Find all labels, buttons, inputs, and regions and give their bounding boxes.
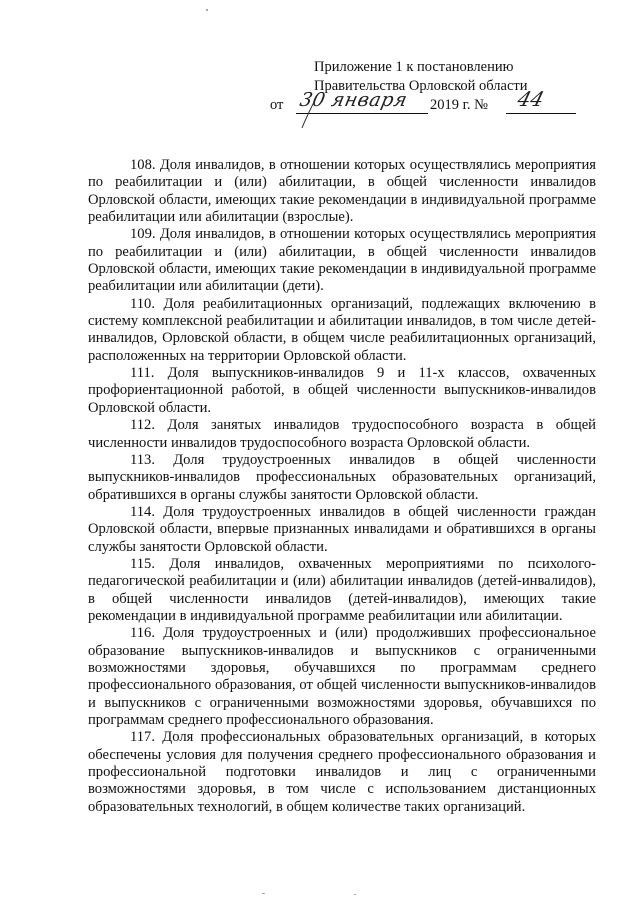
list-item: 115. Доля инвалидов, охваченных мероприятиями по психолого-педагогической реабилитации и (или) абилитации инвалидов (детей-инвалидов), в общей численности инвалидов (детей-инвалидов), имеющих такие рекомендации в индивидуальной программе реабилитации или абилитации.: [88, 555, 596, 624]
scan-speck: [206, 9, 208, 11]
scan-speck: [262, 893, 265, 894]
list-item: 108. Доля инвалидов, в отношении которых осуществлялись мероприятия по реабилитации и (или) абилитации, в общей численности инвалидов Орловской области, имеющих такие рекомендации в индивидуальной программе реабилитации или абилитации (взрослые).: [88, 157, 596, 226]
list-item: 117. Доля профессиональных образовательных организаций, в которых обеспечены условия для получения среднего профессионального образования и профессиональной подготовки инвалидов и лиц с ограниченными возможностями здоровья, в том числе с использованием дистанционных образовательных технологий, в общем количестве таких организаций.: [88, 729, 596, 815]
issuing-authority: Правительства Орловской области: [314, 78, 528, 94]
number-underline: [506, 113, 576, 114]
list-item: 112. Доля занятых инвалидов трудоспособного возраста в общей численности инвалидов трудоспособного возраста Орловской области.: [88, 417, 596, 451]
indicator-list: [88, 157, 596, 816]
list-item: 114. Доля трудоустроенных инвалидов в общей численности граждан Орловской области, впервые признанных инвалидами и обратившихся в органы службы занятости Орловской области.: [88, 503, 596, 555]
appendix-title: Приложение 1 к постановлению: [314, 59, 514, 75]
list-item: 109. Доля инвалидов, в отношении которых осуществлялись мероприятия по реабилитации и (или) абилитации, в общей численности инвалидов Орловской области, имеющих такие рекомендации в индивидуальной программе реабилитации или абилитации (дети).: [88, 226, 596, 295]
list-item: 116. Доля трудоустроенных и (или) продолживших профессиональное образование выпускников-инвалидов и выпускников с ограниченными возможностями здоровья, обучавшихся по программам среднего профессионального образования, от общей численности выпускников-инвалидов и выпускников с ограниченными возможностями здоровья, обучавшихся по программам среднего профессионального образования.: [88, 625, 596, 728]
list-item: 113. Доля трудоустроенных инвалидов в общей численности выпускников-инвалидов профессиональных образовательных организаций, обратившихся в органы службы занятости Орловской области.: [88, 451, 596, 503]
list-item: 110. Доля реабилитационных организаций, подлежащих включению в систему комплексной реабилитации и абилитации инвалидов, в том числе детей-инвалидов, Орловской области, в общем числе реабилитационных организаций, расположенных на территории Орловской области.: [88, 295, 596, 364]
date-prefix: от: [270, 97, 284, 113]
scan-speck: [354, 894, 356, 895]
list-item: 111. Доля выпускников-инвалидов 9 и 11-х классов, охваченных профориентационной работой, в общей численности выпускников-инвалидов Орловской области.: [88, 365, 596, 416]
pen-stroke-mark: [300, 100, 320, 130]
handwritten-number: 44: [514, 87, 547, 111]
year-and-number-label: 2019 г. №: [430, 97, 489, 113]
handwritten-date: 30 января: [297, 89, 410, 111]
